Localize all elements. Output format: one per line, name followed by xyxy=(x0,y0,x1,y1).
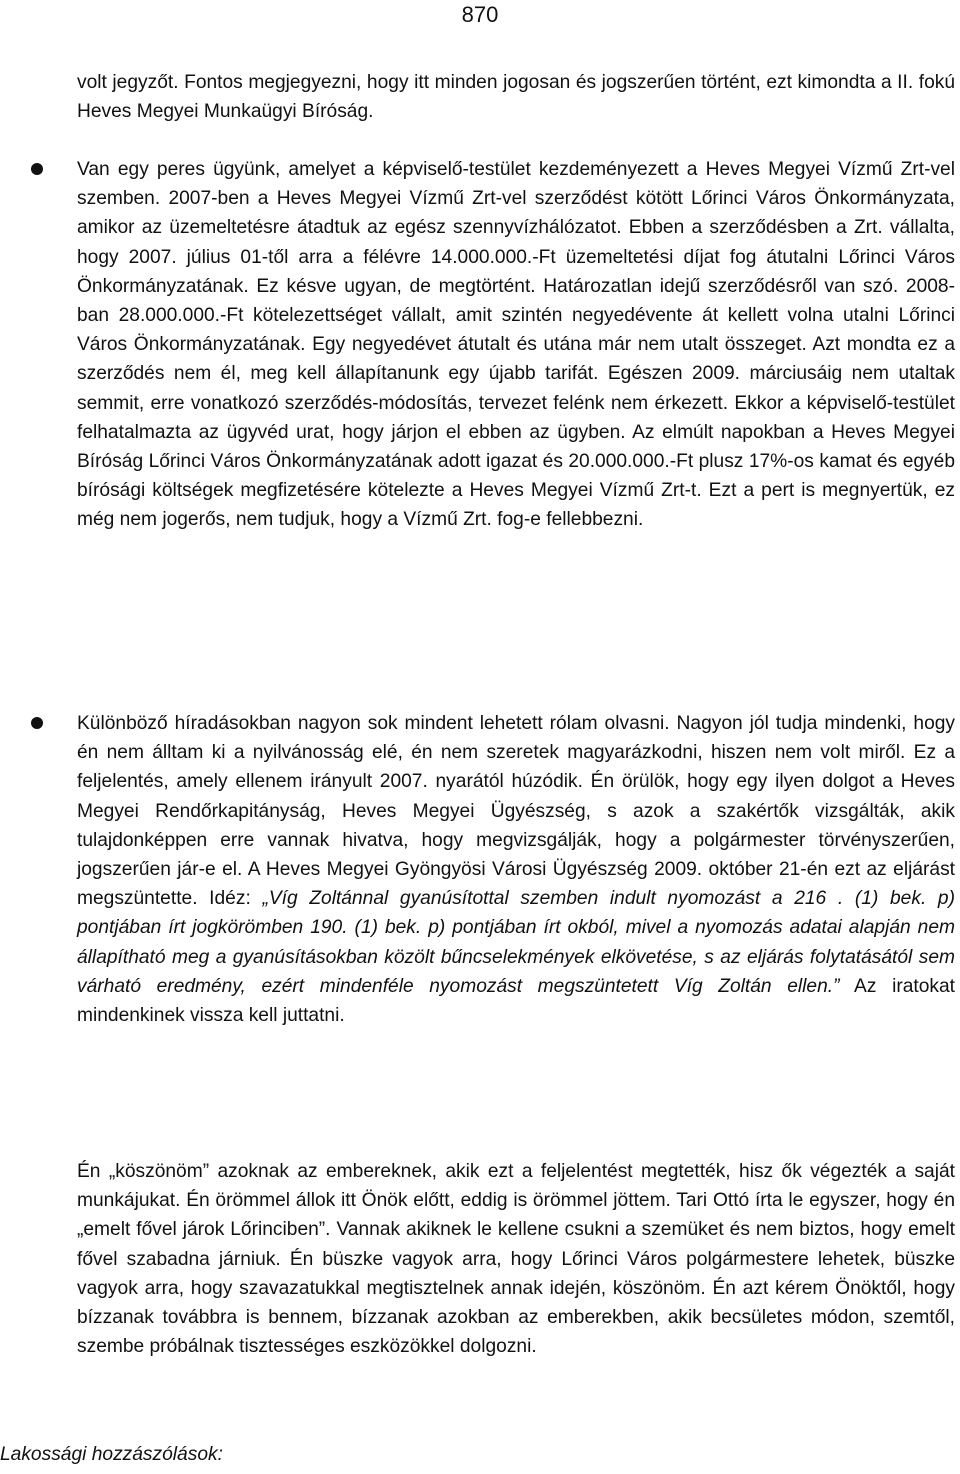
bullet-icon xyxy=(31,163,43,175)
bullet-icon xyxy=(31,717,43,729)
bullet-paragraph: Van egy peres ügyünk, amelyet a képviselő-testület kezdeményezett a Heves Megyei Vízmű Zrt-vel szemben. 2007-ben a Heves Megyei Vízmű Zrt-vel szerződést kötött Lőrinci Város Önkormányzata, amikor az üzemeltetésre átadtuk az egész szennyvízhálózatot. Ebben a szerződésben a Zrt. vállalta, hogy 2007. július 01-től arra a félévre 14.000.000.-Ft üzemeltetési díjat fog átutalni Lőrinci Város Önkormányzatának. Ez késve ugyan, de megtörtént. Határozatlan idejű szerződésről van szó. 2008-ban 28.000.000.-Ft kötelezettséget vállalt, amit szintén negyedévente át kellett volna utalni Lőrinci Város Önkormányzatának. Egy negyedévet átutalt és utána már nem utalt összeget. Azt mondta ez a szerződés nem él, meg kell állapítanunk egy újabb tarifát. Egészen 2009. márciusáig nem utaltak semmit, erre vonatkozó szerződés-módosítás, tervezet felénk nem érkezett. Ekkor a képviselő-testület felhatalmazta az ügyvéd urat, hogy járjon el ebben az ügyben. Az elmúlt napokban a Heves Megyei Bíróság Lőrinci Város Önkormányzatának adott igazat és 20.000.000.-Ft plusz 17%-os kamat és egyéb bírósági költségek megfizetésére kötelezte a Heves Megyei Vízmű Zrt-t. Ezt a pert is megnyertük, ez még nem jogerős, nem tudjuk, hogy a Vízmű Zrt. fog-e fellebbezni. xyxy=(77,159,955,531)
section-heading: Lakossági hozzászólások: xyxy=(0,1444,223,1465)
bullet-paragraph-tail: Az iratokat mindenkinek vissza kell juttatni. xyxy=(77,975,955,1027)
bullet-paragraph-text: Különböző híradásokban nagyon sok mindent lehetett rólam olvasni. Nagyon jól tudja mindenki, hogy én nem álltam ki a nyilvánosság elé, én nem szeretek magyarázkodni, hiszen nem volt miről. Ez a feljelentés, amely ellenem irányult 2007. nyarától húzódik. Én örülök, hogy egy ilyen dolgot a Heves Megyei Rendőrkapitányság, Heves Megyei Ügyészség, s azok a szakértők vizsgálták, akik tulajdonképpen erre vannak hivatva, hogy megvizsgálják, hogy a polgármester törvényszerűen, jogszerűen jár-e el. A Heves Megyei Gyöngyösi Városi Ügyészség 2009. október 21-én ezt az eljárást megszüntette. Idéz: xyxy=(77,713,955,910)
continuation-paragraph: volt jegyzőt. Fontos megjegyezni, hogy itt minden jogosan és jogszerűen történt, ezt kimondta a II. fokú Heves Megyei Munkaügyi Bíróság. xyxy=(77,72,955,123)
quoted-decision: „Víg Zoltánnal gyanúsítottal szemben indult nyomozást a 216 . (1) bek. p) pontjában írt jogkörömben 190. (1) bek. p) pontjában írt okból, mivel a nyomozás adatai alapján nem állapítható meg a gyanúsításokban közölt bűncselekmények elkövetése, s az eljárás folytatásától sem várható eredmény, ezért mindenféle nyomozást megszüntetett Víg Zoltán ellen.” xyxy=(77,888,955,997)
list-item xyxy=(31,709,955,1030)
page-number: 870 xyxy=(461,2,499,27)
closing-paragraph: Én „köszönöm” azoknak az embereknek, akik ezt a feljelentést megtették, hisz ők végezték a saját munkájukat. Én örömmel állok itt Önök előtt, eddig is örömmel jöttem. Tari Ottó írta le egyszer, hogy én „emelt fővel járok Lőrinciben”. Vannak akiknek le kellene csukni a szemüket és nem biztos, hogy emelt fővel szabadna járniuk. Én büszke vagyok arra, hogy Lőrinci Város polgármestere lehetek, büszke vagyok arra, hogy szavazatukkal megtisztelnek annak idején, köszönöm. Én azt kérem Önöktől, hogy bízzanak továbbra is bennem, bízzanak azokban az emberekben, akik becsületes módon, szemtől, szembe próbálnak tisztességes eszközökkel dolgozni. xyxy=(77,1161,955,1358)
list-item xyxy=(31,155,955,535)
bullet-paragraph xyxy=(77,709,955,1030)
